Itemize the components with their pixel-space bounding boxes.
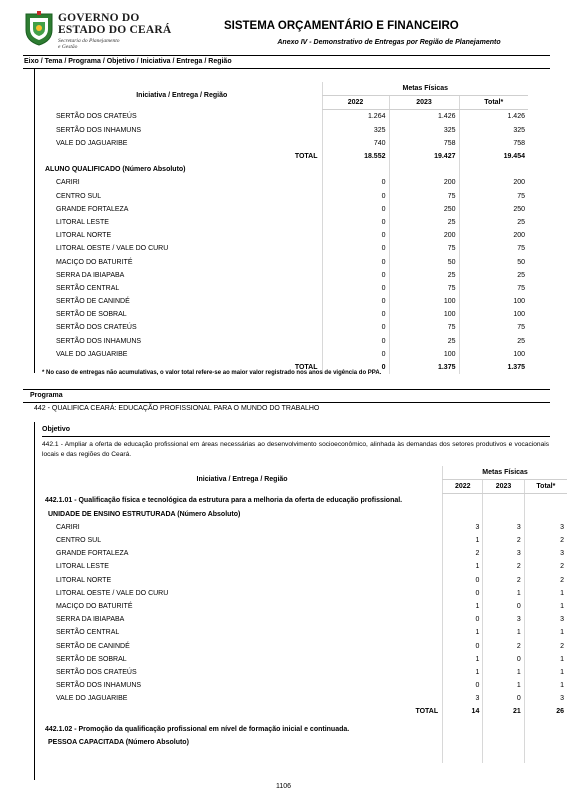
value-2022: 0 xyxy=(322,203,389,216)
region-name: SERTÃO DE CANINDÉ xyxy=(56,642,130,650)
value-total: 758 xyxy=(459,137,528,150)
table-row xyxy=(42,600,567,613)
total-2023: 21 xyxy=(483,705,524,718)
value-2022: 0 xyxy=(322,242,389,255)
total-all: 1.375 xyxy=(459,361,528,374)
value-total: 250 xyxy=(459,203,528,216)
objective-text: 442.1 - Ampliar a oferta de educação profissional em áreas necessárias ao desenvolvimento socioeconômico, alinhada às demandas dos setores produtivos e vocacionais locais e das regiões do Ceará. xyxy=(42,441,549,458)
region-name: SERTÃO DOS INHAMUNS xyxy=(56,682,142,690)
value-2022: 0 xyxy=(322,295,389,308)
value-total: 2 xyxy=(524,639,567,652)
value-2022: 1 xyxy=(443,666,483,679)
table-row xyxy=(42,308,528,321)
region-name: SERTÃO DOS INHAMUNS xyxy=(56,126,142,134)
initiative-label: 442.1.02 - Promoção da qualificação profissional em nível de formação inicial e continuada. xyxy=(45,725,350,733)
region-name: GRANDE FORTALEZA xyxy=(56,205,129,213)
value-total: 1 xyxy=(524,626,567,639)
table-row xyxy=(42,613,567,626)
col-header-initiative: Iniciativa / Entrega / Região xyxy=(196,476,288,484)
value-total: 3 xyxy=(524,521,567,534)
value-2022: 0 xyxy=(322,282,389,295)
value-total: 25 xyxy=(459,269,528,282)
value-total: 2 xyxy=(524,534,567,547)
initiative-row xyxy=(42,494,567,508)
group-label: PESSOA CAPACITADA (Número Absoluto) xyxy=(48,738,189,746)
table-row xyxy=(42,216,528,229)
value-2023: 2 xyxy=(483,574,524,587)
section-frame xyxy=(34,68,35,373)
value-total: 75 xyxy=(459,321,528,334)
table-row xyxy=(42,110,528,124)
table-row xyxy=(42,124,528,137)
value-2023: 1 xyxy=(483,679,524,692)
table-total-row xyxy=(42,705,567,718)
value-2023: 0 xyxy=(483,600,524,613)
value-2023: 25 xyxy=(389,216,459,229)
region-name: LITORAL OESTE / VALE DO CURU xyxy=(56,245,169,253)
value-total: 1 xyxy=(524,600,567,613)
value-2023: 2 xyxy=(483,560,524,573)
table-row xyxy=(42,348,528,361)
value-total: 25 xyxy=(459,335,528,348)
value-2023: 0 xyxy=(483,692,524,705)
table-spacer-row xyxy=(42,749,567,763)
table-row xyxy=(42,335,528,348)
breadcrumb-divider xyxy=(23,68,550,69)
value-2022: 0 xyxy=(443,574,483,587)
total-2022: 18.552 xyxy=(322,150,389,163)
value-2022: 0 xyxy=(322,308,389,321)
value-total: 50 xyxy=(459,255,528,268)
value-total: 100 xyxy=(459,348,528,361)
col-header-2023: 2023 xyxy=(389,96,459,110)
region-name: SERTÃO DOS CRATEÚS xyxy=(56,668,137,676)
goals-table-1 xyxy=(42,82,528,374)
value-2022: 0 xyxy=(322,321,389,334)
value-total: 200 xyxy=(459,229,528,242)
table-row xyxy=(42,521,567,534)
value-2023: 2 xyxy=(483,534,524,547)
footnote: * No caso de entregas não acumulativas, o valor total refere-se ao maior valor registrado nos anos de vigência do PPA. xyxy=(42,370,382,376)
logo-subtitle xyxy=(58,38,120,50)
table-row xyxy=(42,190,528,203)
value-total: 1 xyxy=(524,679,567,692)
section-divider xyxy=(23,402,550,403)
value-2022: 1 xyxy=(443,653,483,666)
region-name: CARIRI xyxy=(56,523,80,531)
value-2023: 25 xyxy=(389,335,459,348)
program-label: Programa xyxy=(30,392,63,399)
value-total: 75 xyxy=(459,190,528,203)
col-header-goals: Metas Físicas xyxy=(443,466,567,480)
value-total: 1.426 xyxy=(459,110,528,124)
value-2022: 1 xyxy=(443,560,483,573)
total-2022: 14 xyxy=(443,705,483,718)
value-2023: 25 xyxy=(389,269,459,282)
value-total: 200 xyxy=(459,176,528,189)
col-header-2023: 2023 xyxy=(483,480,524,494)
logo-subtitle-line2: e Gestão xyxy=(58,44,78,50)
value-2023: 0 xyxy=(483,653,524,666)
value-2023: 1 xyxy=(483,666,524,679)
value-2023: 200 xyxy=(389,229,459,242)
value-2022: 0 xyxy=(443,587,483,600)
value-2023: 1 xyxy=(483,587,524,600)
value-2022: 1 xyxy=(443,534,483,547)
government-logo xyxy=(24,10,172,52)
table-row xyxy=(42,176,528,189)
col-header-2022: 2022 xyxy=(443,480,483,494)
value-2022: 3 xyxy=(443,692,483,705)
section-frame xyxy=(34,422,35,780)
value-2023: 250 xyxy=(389,203,459,216)
total-2022: 0 xyxy=(322,361,389,374)
table-row xyxy=(42,653,567,666)
region-name: LITORAL LESTE xyxy=(56,218,109,226)
value-2022: 0 xyxy=(443,613,483,626)
system-title: SISTEMA ORÇAMENTÁRIO E FINANCEIRO xyxy=(224,20,459,32)
total-label: TOTAL xyxy=(415,708,439,716)
table2-region-rows xyxy=(42,521,567,706)
region-name: GRANDE FORTALEZA xyxy=(56,550,129,558)
value-2022: 0 xyxy=(322,348,389,361)
table1-region-rows xyxy=(42,176,528,361)
value-total: 1 xyxy=(524,587,567,600)
table-row xyxy=(42,560,567,573)
region-name: SERTÃO DE SOBRAL xyxy=(56,311,127,319)
value-total: 3 xyxy=(524,613,567,626)
value-2022: 0 xyxy=(322,269,389,282)
logo-subtitle-line1: Secretaria do Planejamento xyxy=(58,38,120,44)
col-header-initiative: Iniciativa / Entrega / Região xyxy=(136,92,228,100)
value-2023: 75 xyxy=(389,242,459,255)
value-total: 100 xyxy=(459,308,528,321)
col-header-goals: Metas Físicas xyxy=(322,82,528,96)
total-all: 19.454 xyxy=(459,150,528,163)
value-total: 100 xyxy=(459,295,528,308)
region-name: LITORAL OESTE / VALE DO CURU xyxy=(56,589,169,597)
value-2022: 0 xyxy=(322,216,389,229)
report-subtitle: Anexo IV - Demonstrativo de Entregas por Região de Planejamento xyxy=(277,39,501,46)
region-name: LITORAL NORTE xyxy=(56,576,112,584)
group-row xyxy=(42,736,567,749)
page-number: 1106 xyxy=(275,783,292,790)
table-row xyxy=(42,282,528,295)
value-2022: 0 xyxy=(322,190,389,203)
region-name: MACIÇO DO BATURITÉ xyxy=(56,258,133,266)
total-2023: 19.427 xyxy=(389,150,459,163)
table-row xyxy=(42,587,567,600)
value-2022: 1 xyxy=(443,626,483,639)
goals-table-2 xyxy=(42,466,567,763)
value-2022: 1.264 xyxy=(322,110,389,124)
value-2022: 0 xyxy=(322,229,389,242)
value-total: 1 xyxy=(524,653,567,666)
table-row xyxy=(42,547,567,560)
value-2023: 200 xyxy=(389,176,459,189)
program-text: 442 - QUALIFICA CEARÁ: EDUCAÇÃO PROFISSIONAL PARA O MUNDO DO TRABALHO xyxy=(34,405,320,412)
table-row xyxy=(42,574,567,587)
table-row xyxy=(42,679,567,692)
value-total: 2 xyxy=(524,574,567,587)
region-name: SERTÃO DOS CRATEÚS xyxy=(56,113,137,121)
region-name: SERTÃO CENTRAL xyxy=(56,629,120,637)
initiative-label: 442.1.01 - Qualificação física e tecnológica da estrutura para a melhoria da oferta de educação profissional. xyxy=(45,497,403,505)
value-2023: 75 xyxy=(389,190,459,203)
region-name: LITORAL LESTE xyxy=(56,563,109,571)
region-name: SERTÃO DE SOBRAL xyxy=(56,655,127,663)
objective-label: Objetivo xyxy=(42,426,71,433)
region-name: SERTÃO CENTRAL xyxy=(56,284,120,292)
value-total: 75 xyxy=(459,282,528,295)
region-name: MACIÇO DO BATURITÉ xyxy=(56,602,133,610)
value-total: 75 xyxy=(459,242,528,255)
region-name: SERTÃO DOS CRATEÚS xyxy=(56,324,137,332)
value-2022: 1 xyxy=(443,600,483,613)
value-2023: 75 xyxy=(389,282,459,295)
value-total: 25 xyxy=(459,216,528,229)
total-2023: 1.375 xyxy=(389,361,459,374)
group-row xyxy=(42,508,567,521)
table-row xyxy=(42,295,528,308)
region-name: VALE DO JAGUARIBE xyxy=(56,139,128,147)
value-2023: 100 xyxy=(389,348,459,361)
value-2022: 0 xyxy=(322,335,389,348)
coat-of-arms-icon xyxy=(24,10,54,46)
value-total: 2 xyxy=(524,560,567,573)
value-2023: 325 xyxy=(389,124,459,137)
page-header xyxy=(24,8,554,52)
total-label: TOTAL xyxy=(294,364,318,372)
region-name: SERTÃO DE CANINDÉ xyxy=(56,298,130,306)
value-2022: 0 xyxy=(443,639,483,652)
table-row xyxy=(42,203,528,216)
table-row xyxy=(42,534,567,547)
objective-divider xyxy=(42,436,550,437)
table1-top-rows xyxy=(42,110,528,150)
col-header-2022: 2022 xyxy=(322,96,389,110)
value-2023: 1 xyxy=(483,626,524,639)
value-2022: 3 xyxy=(443,521,483,534)
region-name: CENTRO SUL xyxy=(56,192,102,200)
table-row xyxy=(42,255,528,268)
value-2023: 100 xyxy=(389,308,459,321)
group-label: ALUNO QUALIFICADO (Número Absoluto) xyxy=(45,166,186,174)
region-name: LITORAL NORTE xyxy=(56,232,112,240)
col-header-total: Total* xyxy=(459,96,528,110)
value-2023: 3 xyxy=(483,613,524,626)
value-total: 3 xyxy=(524,547,567,560)
value-2022: 0 xyxy=(443,679,483,692)
initiative-row xyxy=(42,719,567,736)
logo-title-line2: ESTADO DO CEARÁ xyxy=(58,24,172,36)
value-total: 325 xyxy=(459,124,528,137)
value-2022: 0 xyxy=(322,176,389,189)
region-name: VALE DO JAGUARIBE xyxy=(56,695,128,703)
table-total-row xyxy=(42,150,528,163)
region-name: SERRA DA IBIAPABA xyxy=(56,616,125,624)
region-name: VALE DO JAGUARIBE xyxy=(56,350,128,358)
header-divider xyxy=(23,55,550,56)
region-name: CARIRI xyxy=(56,179,80,187)
value-2023: 2 xyxy=(483,639,524,652)
breadcrumb: Eixo / Tema / Programa / Objetivo / Iniciativa / Entrega / Região xyxy=(24,58,232,65)
value-total: 3 xyxy=(524,692,567,705)
table-row xyxy=(42,639,567,652)
value-total: 1 xyxy=(524,666,567,679)
total-label: TOTAL xyxy=(294,153,318,161)
value-2023: 50 xyxy=(389,255,459,268)
col-header-total: Total* xyxy=(524,480,567,494)
total-all: 26 xyxy=(524,705,567,718)
value-2023: 3 xyxy=(483,547,524,560)
region-name: SERTÃO DOS INHAMUNS xyxy=(56,337,142,345)
section-divider xyxy=(23,389,550,390)
group-label: UNIDADE DE ENSINO ESTRUTURADA (Número Absoluto) xyxy=(48,510,241,518)
value-2022: 0 xyxy=(322,255,389,268)
table-row xyxy=(42,269,528,282)
value-2022: 2 xyxy=(443,547,483,560)
table-row xyxy=(42,137,528,150)
table-row xyxy=(42,692,567,705)
value-2023: 1.426 xyxy=(389,110,459,124)
table-row xyxy=(42,666,567,679)
region-name: SERRA DA IBIAPABA xyxy=(56,271,125,279)
value-2023: 75 xyxy=(389,321,459,334)
table-row xyxy=(42,626,567,639)
logo-title-line1: GOVERNO DO xyxy=(58,12,140,24)
group-row xyxy=(42,163,528,176)
value-2023: 3 xyxy=(483,521,524,534)
region-name: CENTRO SUL xyxy=(56,537,102,545)
value-2022: 740 xyxy=(322,137,389,150)
value-2022: 325 xyxy=(322,124,389,137)
value-2023: 100 xyxy=(389,295,459,308)
table-row xyxy=(42,321,528,334)
table-row xyxy=(42,229,528,242)
table-row xyxy=(42,242,528,255)
value-2023: 758 xyxy=(389,137,459,150)
